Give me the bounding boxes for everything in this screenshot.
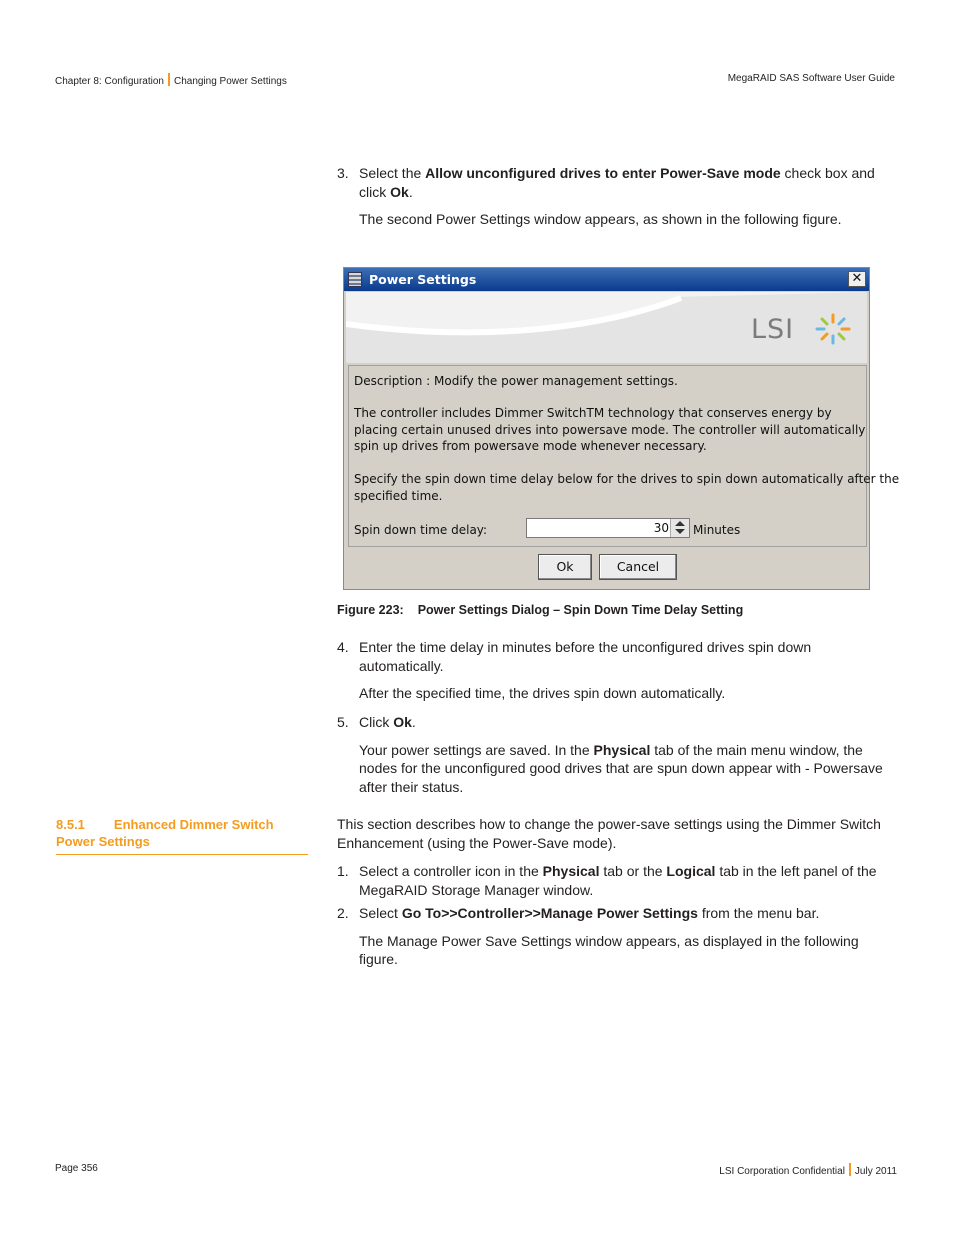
header-guide-title: MegaRAID SAS Software User Guide	[727, 73, 895, 84]
step-note: After the specified time, the drives spin down automatically.	[359, 685, 726, 701]
step-text: tab or the	[599, 863, 667, 879]
step-note: The second Power Settings window appears, as shown in the following figure.	[359, 211, 842, 227]
step-text: tab in the left panel of the MegaRAID Storage Manager window.	[359, 863, 877, 898]
section-title-line2: Power Settings	[56, 834, 150, 849]
step-text: Select a controller icon in the	[359, 863, 543, 879]
lsi-starburst-icon	[813, 312, 853, 346]
spin-unit-label: Minutes	[693, 523, 741, 537]
info-line: placing certain unused drives into powersave mode. The controller will automatically	[354, 423, 866, 437]
step-number: 2.	[337, 905, 349, 921]
step-text: Click	[359, 714, 394, 730]
dialog-banner	[346, 292, 867, 363]
running-header-left	[55, 73, 287, 87]
info-line: The controller includes Dimmer SwitchTM technology that conserves energy by	[354, 406, 832, 420]
step-bold-text: Allow unconfigured drives to enter Power-Save mode	[425, 165, 781, 181]
figure-title: Power Settings Dialog – Spin Down Time Delay Setting	[417, 603, 744, 617]
step-note: The Manage Power Save Settings window appears, as displayed in the following figure.	[359, 932, 859, 967]
dialog-title-bar	[344, 268, 869, 291]
step-text: check box and click	[359, 165, 875, 200]
section-step-1	[337, 862, 902, 899]
figure-caption	[337, 603, 743, 617]
step-text: Enter the time delay in minutes before the unconfigured drives spin down automatically.	[359, 639, 812, 674]
note-text: Your power settings are saved. In the	[359, 741, 594, 758]
section-intro: This section describes how to change the power-save settings using the Dimmer Switch Enhancement (using the Power-Save mode).	[337, 816, 881, 851]
step-number: 5.	[337, 714, 349, 730]
note-text: tab of the main menu window, the nodes for the unconfigured good drives that are spun down appear with - Powersave after their status.	[359, 741, 883, 795]
step-note	[359, 741, 897, 797]
logo-text: LSI	[751, 314, 795, 345]
step-text: Select the	[359, 165, 426, 181]
step-number: 3.	[337, 165, 349, 181]
note-bold-text: Physical	[593, 741, 651, 758]
step-number: 4.	[337, 639, 349, 655]
section-heading	[56, 816, 308, 850]
spin-down-delay-input[interactable]	[526, 518, 690, 538]
ok-button[interactable]: Ok	[538, 554, 592, 580]
step-5	[337, 713, 897, 796]
window-icon	[348, 272, 362, 287]
step-4	[337, 638, 897, 703]
cancel-button[interactable]: Cancel	[599, 554, 677, 580]
info-line: spin up drives from powersave mode whenever necessary.	[354, 439, 707, 453]
close-icon[interactable]: ✕	[848, 271, 866, 287]
step-bold-text: Ok	[390, 183, 409, 200]
section-rule	[56, 854, 308, 855]
step-bold-text: Go To>>Controller>>Manage Power Settings	[401, 905, 698, 921]
step-number: 1.	[337, 863, 349, 879]
header-separator	[168, 73, 170, 86]
header-section: Changing Power Settings	[173, 76, 287, 87]
spin-down-label: Spin down time delay:	[354, 523, 488, 537]
footer-separator	[849, 1163, 851, 1176]
footer-confidential: LSI Corporation Confidential	[719, 1166, 845, 1177]
section-number: 8.5.1	[56, 817, 85, 832]
step-bold-text: Logical	[666, 863, 716, 879]
description-text: Description : Modify the power management settings.	[354, 374, 678, 388]
step-text: .	[408, 183, 413, 200]
info-line: specified time.	[354, 489, 443, 503]
step-bold-text: Ok	[393, 714, 412, 730]
dialog-content-panel	[348, 365, 900, 547]
page-number: Page 356	[55, 1163, 98, 1174]
dialog-title: Power Settings	[369, 272, 477, 287]
spin-value: 30	[653, 521, 669, 535]
running-footer-right	[719, 1163, 897, 1177]
section-title-line1: Enhanced Dimmer Switch	[113, 817, 274, 832]
step-text: Select	[359, 905, 402, 921]
step-3	[337, 164, 897, 229]
step-text: from the menu bar.	[697, 905, 820, 921]
info-line: Specify the spin down time delay below for the drives to spin down automatically after the	[354, 472, 900, 486]
power-settings-dialog	[343, 267, 900, 590]
spinner-arrows-icon[interactable]	[670, 519, 689, 537]
footer-date: July 2011	[854, 1166, 897, 1177]
step-bold-text: Physical	[542, 863, 600, 879]
figure-label: Figure 223:	[337, 603, 404, 617]
lsi-logo	[751, 312, 851, 346]
section-step-2	[337, 904, 897, 969]
header-chapter: Chapter 8: Configuration	[55, 76, 164, 87]
step-text: .	[411, 714, 416, 730]
